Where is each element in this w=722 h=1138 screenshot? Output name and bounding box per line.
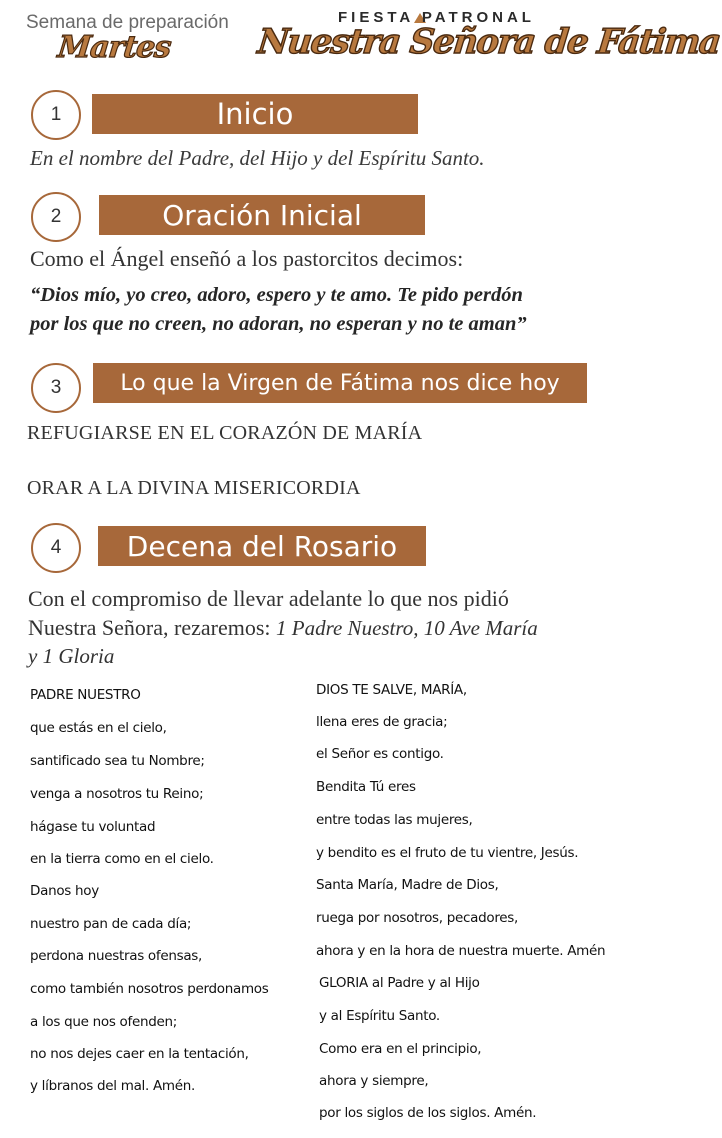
gloria-line: por los siglos de los siglos. Amén. <box>319 1105 537 1121</box>
padre-nuestro-line: perdona nuestras ofensas, <box>30 948 203 964</box>
oracion-quote-line2: por los que no creen, no adoran, no esperan y no te aman” <box>30 313 527 335</box>
gloria-line: Como era en el principio, <box>319 1041 482 1057</box>
padre-nuestro-line: no nos dejes caer en la tentación, <box>30 1046 249 1062</box>
day-label: Martes <box>56 30 173 65</box>
padre-nuestro-line: como también nosotros perdonamos <box>30 981 269 997</box>
section-title-inicio: Inicio <box>92 94 418 134</box>
ave-maria-line: y bendito es el fruto de tu vientre, Jesús. <box>316 845 579 861</box>
padre-nuestro-line: en la tierra como en el cielo. <box>30 851 214 867</box>
section-number-2: 2 <box>31 192 81 242</box>
virgen-message-1: REFUGIARSE EN EL CORAZÓN DE MARÍA <box>27 422 423 444</box>
padre-nuestro-line: y líbranos del mal. Amén. <box>30 1078 196 1094</box>
section-number-4: 4 <box>31 523 81 573</box>
gloria-line: ahora y siempre, <box>319 1073 429 1089</box>
section-title-virgen: Lo que la Virgen de Fátima nos dice hoy <box>93 363 587 403</box>
section-title-decena: Decena del Rosario <box>98 526 426 566</box>
padre-nuestro-line: que estás en el cielo, <box>30 720 167 736</box>
padre-nuestro-line: nuestro pan de cada día; <box>30 916 192 932</box>
inicio-text: En el nombre del Padre, del Hijo y del Espíritu Santo. <box>30 146 485 170</box>
decena-line-3: y 1 Gloria <box>28 644 115 668</box>
ave-maria-line: el Señor es contigo. <box>316 746 444 762</box>
ave-maria-line: DIOS TE SALVE, MARÍA, <box>316 682 467 698</box>
section-number-1: 1 <box>31 90 81 140</box>
padre-nuestro-line: venga a nosotros tu Reino; <box>30 786 204 802</box>
decena-line-2 <box>28 615 538 641</box>
week-label: Semana de preparación <box>26 12 229 33</box>
padre-nuestro-line: santificado sea tu Nombre; <box>30 753 205 769</box>
ave-maria-line: ruega por nosotros, pecadores, <box>316 910 519 926</box>
section-number-3: 3 <box>31 363 81 413</box>
decena-line-1: Con el compromiso de llevar adelante lo que nos pidió <box>28 586 509 611</box>
virgen-message-2: ORAR A LA DIVINA MISERICORDIA <box>27 477 361 499</box>
padre-nuestro-line: Danos hoy <box>30 883 99 899</box>
page-title: Nuestra Señora de Fátima <box>255 22 722 62</box>
oracion-intro: Como el Ángel enseñó a los pastorcitos decimos: <box>30 246 464 271</box>
padre-nuestro-line: a los que nos ofenden; <box>30 1014 178 1030</box>
gloria-line: GLORIA al Padre y al Hijo <box>319 975 480 991</box>
oracion-quote-line1: “Dios mío, yo creo, adoro, espero y te amo. Te pido perdón <box>30 284 523 306</box>
ave-maria-line: Bendita Tú eres <box>316 779 416 795</box>
padre-nuestro-line: hágase tu voluntad <box>30 819 156 835</box>
ave-maria-line: llena eres de gracia; <box>316 714 448 730</box>
ave-maria-line: entre todas las mujeres, <box>316 812 473 828</box>
padre-nuestro-line: PADRE NUESTRO <box>30 687 141 703</box>
decena-line-2-plain: Nuestra Señora, rezaremos: <box>28 615 277 640</box>
ave-maria-line: ahora y en la hora de nuestra muerte. Amén <box>316 943 606 959</box>
gloria-line: y al Espíritu Santo. <box>319 1008 440 1024</box>
fiesta-label: FIESTA PATRONAL <box>338 9 535 26</box>
ave-maria-line: Santa María, Madre de Dios, <box>316 877 499 893</box>
decena-line-2-italic: 1 Padre Nuestro, 10 Ave María <box>276 616 538 640</box>
section-title-oracion: Oración Inicial <box>99 195 425 235</box>
